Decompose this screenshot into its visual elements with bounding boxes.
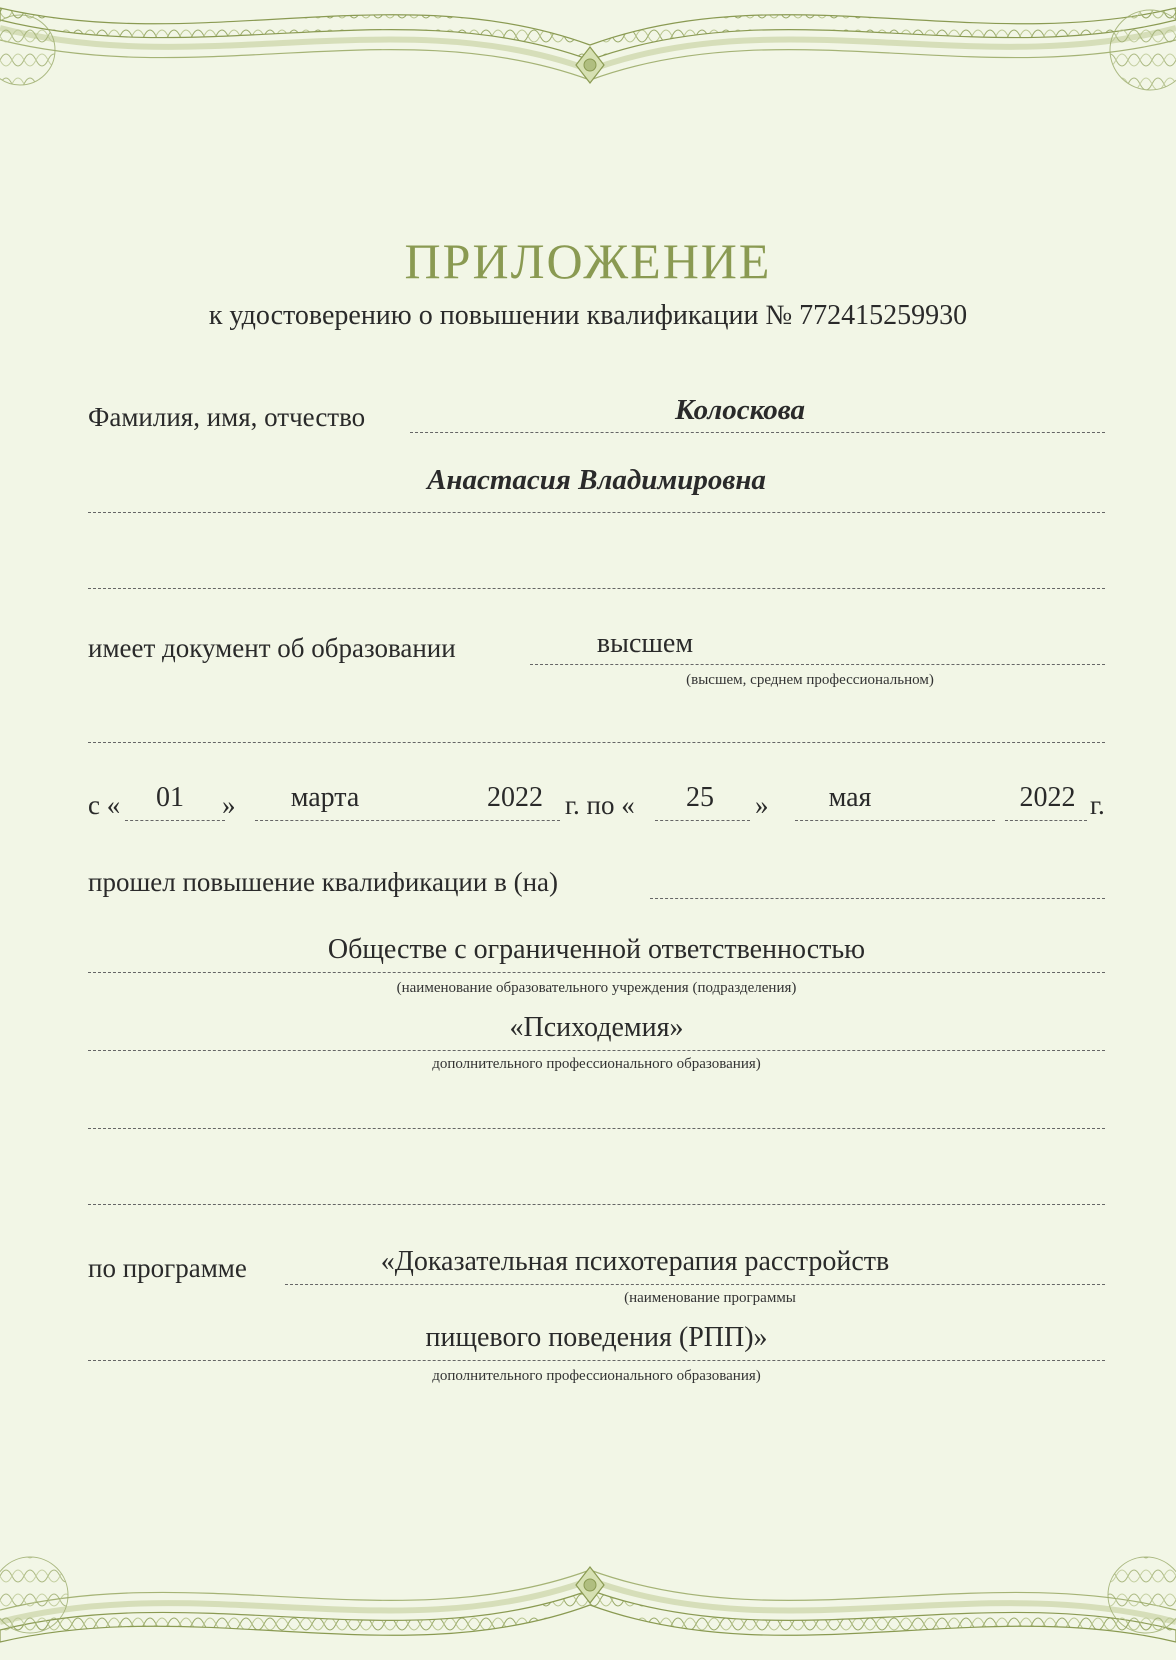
to-year-line <box>1005 820 1087 821</box>
from-day-line <box>125 820 225 821</box>
from-month-line <box>255 820 470 821</box>
to-month-line <box>795 820 995 821</box>
education-value: высшем <box>596 628 694 659</box>
to-month: мая <box>828 782 872 813</box>
institution-label-line <box>650 898 1105 899</box>
to-year: 2022 <box>1019 782 1076 813</box>
institution-underline-1 <box>88 972 1105 973</box>
education-hint: (высшем, среднем профессиональном) <box>686 672 934 688</box>
from-quote-close: » <box>222 790 236 820</box>
to-day-line <box>655 820 750 821</box>
institution-label: прошел повышение квалификации в (на) <box>88 867 558 897</box>
document-title: ПРИЛОЖЕНИЕ <box>404 233 772 289</box>
from-year-line <box>470 820 560 821</box>
from-year: 2022 <box>487 782 543 813</box>
top-ornament-border <box>0 0 1176 110</box>
institution-line-1: Обществе с ограниченной ответственностью <box>327 934 866 965</box>
education-line <box>530 664 1105 665</box>
fio-line-2 <box>88 512 1105 513</box>
fio-line-3 <box>88 588 1105 589</box>
institution-hint-1: (наименование образовательного учреждения (подразделения) <box>396 980 797 996</box>
from-month: марта <box>290 782 360 813</box>
institution-line-2: «Психодемия» <box>509 1012 684 1043</box>
blank-line-2 <box>88 1204 1105 1205</box>
institution-underline-2 <box>88 1050 1105 1051</box>
fio-line-1 <box>410 432 1105 433</box>
fio-label: Фамилия, имя, отчество <box>88 402 366 432</box>
from-day: 01 <box>156 782 184 813</box>
period-middle: г. по « <box>565 790 635 820</box>
program-hint-1: (наименование программы <box>624 1290 796 1306</box>
document-subtitle: к удостоверению о повышении квалификации № 772415259930 <box>208 300 968 331</box>
program-underline-1 <box>285 1284 1105 1285</box>
education-line-2 <box>88 742 1105 743</box>
surname-value: Колоскова <box>675 394 805 426</box>
period-from-prefix: с « <box>88 790 121 820</box>
program-line-1: «Доказательная психотерапия расстройств <box>380 1246 890 1277</box>
bottom-ornament-border <box>0 1540 1176 1650</box>
program-underline-2 <box>88 1360 1105 1361</box>
blank-line-1 <box>88 1128 1105 1129</box>
name-patronymic-value: Анастасия Владимировна <box>427 464 766 496</box>
program-label: по программе <box>88 1253 247 1283</box>
program-hint-2: дополнительного профессионального образования) <box>432 1368 761 1384</box>
year-suffix: г. <box>1090 790 1105 820</box>
to-day: 25 <box>686 782 714 813</box>
education-label: имеет документ об образовании <box>88 633 456 663</box>
to-quote-close: » <box>755 790 769 820</box>
program-line-2: пищевого поведения (РПП)» <box>425 1322 768 1353</box>
institution-hint-2: дополнительного профессионального образования) <box>432 1056 761 1072</box>
